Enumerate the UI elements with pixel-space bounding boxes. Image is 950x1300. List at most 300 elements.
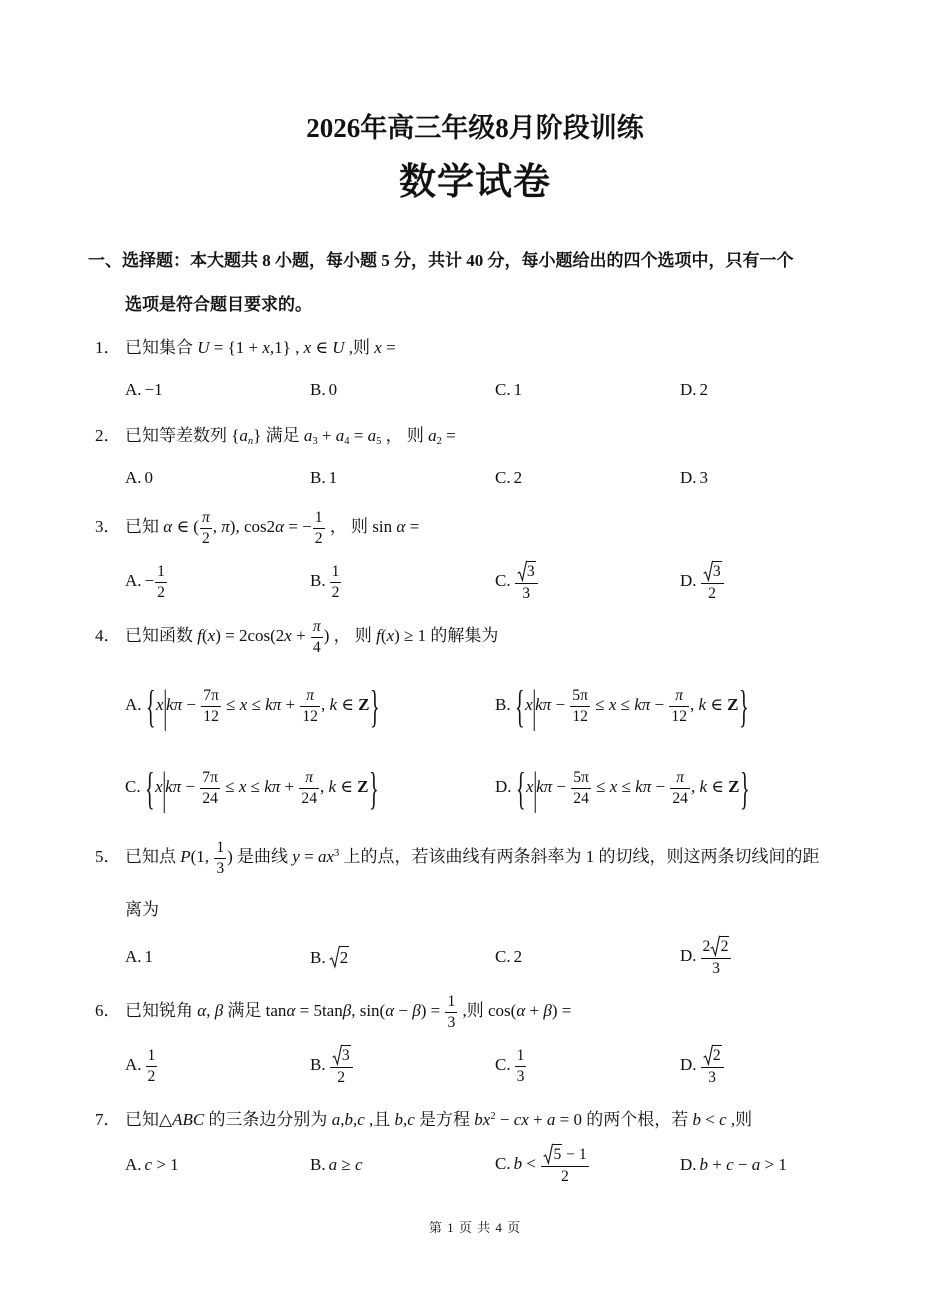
- text-run: ∈: [706, 776, 729, 796]
- math-variable: U: [197, 337, 210, 357]
- text-run: 24: [202, 789, 218, 807]
- radicand: [712, 1045, 721, 1065]
- fraction-numerator: [299, 769, 319, 789]
- math-variable: x: [609, 776, 618, 796]
- text-run: 2: [337, 1068, 346, 1086]
- question-4-stem: [95, 607, 498, 667]
- option-line: [495, 762, 751, 813]
- fraction: [155, 563, 167, 602]
- text-run: 2: [201, 529, 210, 547]
- text-run: 上的点，若该曲线有两条斜率为 1 的切线，则这两条切线间的距: [339, 846, 820, 866]
- question-number: 1．: [95, 337, 121, 357]
- large-delimiter: }: [369, 762, 380, 813]
- text-run: ) ≥ 1 的解集为: [394, 625, 499, 645]
- stem-line: [95, 839, 820, 878]
- math-variable: a: [328, 1155, 338, 1174]
- fraction-denominator: [313, 529, 325, 548]
- question-7-options: [0, 1135, 950, 1195]
- text-run: +: [280, 776, 299, 796]
- fraction-numerator: [330, 1045, 353, 1068]
- text-run: 2: [157, 583, 165, 601]
- text-run: 1: [144, 947, 154, 966]
- option-label: D.: [495, 776, 512, 796]
- math-variable: f: [376, 625, 381, 645]
- math-variable: α: [275, 516, 285, 536]
- option-line: [310, 380, 337, 400]
- option-line: [310, 563, 342, 602]
- text-run: ) = 2cos(2: [215, 625, 285, 645]
- math-variable: a: [239, 425, 248, 445]
- text-run: −: [651, 776, 670, 796]
- stem-content: [125, 838, 820, 877]
- fraction-numerator: [214, 839, 226, 859]
- math-variable: ax: [317, 846, 334, 866]
- text-run: ， 则: [381, 425, 429, 445]
- text-run: 3: [516, 1067, 525, 1085]
- large-delimiter: |: [532, 762, 537, 813]
- option-label: B.: [310, 947, 326, 967]
- fraction: [701, 1045, 724, 1087]
- text-run: 1: [216, 838, 225, 856]
- math-variable: kπ: [165, 776, 182, 796]
- option-content: [700, 563, 725, 602]
- large-delimiter: {: [144, 762, 155, 813]
- option-c: [495, 927, 522, 987]
- math-variable: kπ: [634, 694, 651, 714]
- math-variable: α: [286, 1000, 296, 1020]
- text-run: ≤: [591, 776, 610, 796]
- large-delimiter: {: [514, 680, 525, 731]
- option-content: [145, 1046, 159, 1085]
- text-run: =: [299, 846, 318, 866]
- math-variable: x: [207, 625, 216, 645]
- stem-line: [95, 1105, 752, 1130]
- math-variable: π: [675, 686, 684, 704]
- text-run: 1: [328, 468, 338, 487]
- option-label: A.: [125, 694, 142, 714]
- option-content: [145, 1155, 179, 1174]
- text-run: <: [522, 1153, 541, 1173]
- text-run: = −: [284, 516, 312, 536]
- fraction: [669, 687, 689, 726]
- subscript: 3: [312, 435, 318, 447]
- fraction-numerator: [146, 1047, 158, 1067]
- text-run: 已知函数: [125, 625, 198, 645]
- fraction-denominator: [155, 583, 167, 602]
- option-line: [125, 762, 380, 813]
- text-run: =: [441, 425, 456, 445]
- text-run: ,: [212, 516, 222, 536]
- fraction-denominator: [311, 638, 323, 657]
- math-variable: α: [396, 516, 406, 536]
- option-a: [125, 676, 381, 736]
- radical-sign-icon: [517, 561, 527, 582]
- math-variable: a: [546, 1109, 556, 1129]
- text-run: (1,: [190, 846, 214, 866]
- fraction-numerator: [701, 936, 732, 959]
- fraction-denominator: [200, 529, 212, 548]
- square-root: [332, 1045, 351, 1066]
- large-delimiter: }: [739, 680, 750, 731]
- option-d: [680, 448, 708, 508]
- stem-line: [95, 421, 456, 446]
- text-run: 7π: [202, 768, 218, 786]
- math-variable: a: [428, 425, 437, 445]
- option-c: [495, 448, 522, 508]
- text-run: −: [551, 694, 570, 714]
- math-variable: a: [303, 425, 313, 445]
- text-run: 4: [312, 638, 321, 656]
- fraction-numerator: [669, 687, 689, 707]
- option-content: [514, 563, 539, 602]
- option-content: [329, 468, 338, 487]
- text-run: ,则 cos(: [458, 1000, 517, 1020]
- option-content: [329, 1155, 363, 1174]
- option-line: [310, 468, 337, 488]
- text-run: 已知锐角: [125, 1000, 198, 1020]
- option-label: D.: [680, 1054, 697, 1074]
- exam-title: 2026年高三年级8月阶段训练: [306, 113, 644, 143]
- option-line: [680, 936, 732, 978]
- fraction: [201, 687, 221, 726]
- fraction: [515, 1047, 527, 1086]
- fraction: [571, 769, 591, 808]
- math-variable: π: [312, 617, 321, 635]
- option-line: [680, 468, 708, 488]
- text-run: 1: [516, 1046, 525, 1064]
- option-line: [310, 946, 349, 968]
- option-line: [680, 561, 725, 603]
- text-run: 3: [712, 959, 720, 977]
- math-variable: b: [513, 1153, 523, 1173]
- stem-line: [95, 333, 396, 358]
- option-label: C.: [495, 947, 511, 966]
- option-label: B.: [310, 380, 326, 399]
- text-run: −: [181, 776, 200, 796]
- subject-title: 数学试卷: [399, 162, 551, 203]
- text-run: +: [525, 1000, 544, 1020]
- option-line: [495, 680, 750, 731]
- option-line: [125, 1047, 158, 1086]
- math-variable: a: [751, 1155, 761, 1174]
- math-bold-symbol: Z: [727, 694, 739, 714]
- fraction: [300, 687, 320, 726]
- math-variable: a: [367, 425, 377, 445]
- text-run: 24: [672, 789, 688, 807]
- math-variable: π: [221, 516, 230, 536]
- math-variable: kπ: [264, 776, 281, 796]
- text-run: ， 则 sin: [325, 516, 397, 536]
- math-variable: kπ: [535, 694, 552, 714]
- text-run: ≤: [247, 694, 266, 714]
- page-footer: 第 1 页 共 4 页: [428, 1220, 522, 1235]
- fraction-denominator: [571, 789, 591, 808]
- text-run: 3: [699, 468, 709, 487]
- option-a: [125, 927, 153, 987]
- option-label: D.: [680, 468, 697, 487]
- subscript: 5: [376, 435, 382, 447]
- fraction: [311, 618, 323, 657]
- fraction-denominator: [146, 1067, 158, 1086]
- option-label: C.: [125, 776, 141, 796]
- math-bold-symbol: Z: [357, 776, 369, 796]
- text-run: +: [291, 625, 310, 645]
- stem-content: [125, 617, 499, 656]
- text-run: −: [182, 694, 201, 714]
- fraction-numerator: [311, 618, 323, 638]
- text-run: ) =: [551, 1000, 572, 1020]
- square-root: [703, 561, 722, 582]
- text-run: −: [733, 1155, 752, 1174]
- text-run: 已知△: [125, 1109, 173, 1129]
- fraction-numerator: [515, 1047, 527, 1067]
- radicand: [341, 1045, 350, 1065]
- option-line: [125, 468, 153, 488]
- large-delimiter: }: [370, 680, 380, 731]
- math-variable: α: [163, 516, 173, 536]
- fraction-denominator: [515, 584, 538, 603]
- fraction: [200, 769, 220, 808]
- math-variable: U: [332, 337, 345, 357]
- text-run: 离为: [125, 899, 159, 919]
- fraction-numerator: [200, 769, 220, 789]
- text-run: 2: [339, 947, 349, 967]
- text-run: 5π: [572, 686, 588, 704]
- text-run: 1: [513, 380, 523, 399]
- option-content: [145, 680, 381, 731]
- math-variable: a,b,c: [331, 1109, 365, 1129]
- fraction-numerator: [300, 687, 320, 707]
- option-label: B.: [310, 1054, 326, 1074]
- text-run: =: [381, 337, 396, 357]
- option-content: [145, 468, 154, 487]
- math-variable: k: [328, 776, 337, 796]
- text-run: ≤: [590, 694, 609, 714]
- option-d: [680, 1135, 787, 1195]
- text-run: 3: [216, 859, 225, 877]
- option-c: [495, 552, 539, 612]
- text-run: ,: [690, 694, 699, 714]
- math-variable: β: [412, 1000, 421, 1020]
- math-variable: b,c: [394, 1109, 415, 1129]
- question-3-options: [0, 552, 950, 612]
- text-run: 2: [702, 938, 711, 956]
- math-variable: a: [335, 425, 345, 445]
- radicand: [339, 946, 349, 967]
- option-a: [125, 1135, 179, 1195]
- option-label: A.: [125, 380, 142, 399]
- math-variable: α: [385, 1000, 395, 1020]
- option-label: B.: [495, 694, 511, 714]
- fraction: [541, 1144, 589, 1186]
- text-run: 2: [561, 1167, 569, 1185]
- question-number: 7．: [95, 1109, 121, 1129]
- option-b: [310, 1135, 362, 1195]
- math-variable: x: [284, 625, 292, 645]
- math-variable: y: [292, 846, 300, 866]
- math-variable: x: [374, 337, 382, 357]
- text-run: ≤: [617, 776, 636, 796]
- fraction-numerator: [515, 561, 538, 584]
- option-a: [125, 552, 168, 612]
- square-root: [517, 561, 536, 582]
- option-label: D.: [680, 1155, 697, 1174]
- text-run: 是方程: [414, 1109, 475, 1129]
- text-run: ) 是曲线: [227, 846, 293, 866]
- fraction-numerator: [541, 1144, 589, 1167]
- option-content: [513, 1146, 590, 1185]
- text-run: 12: [302, 707, 318, 725]
- large-delimiter: |: [531, 680, 536, 731]
- fraction: [214, 839, 226, 878]
- option-content: [700, 1047, 725, 1086]
- fraction: [515, 561, 538, 603]
- option-label: C.: [495, 380, 511, 399]
- option-line: [125, 947, 153, 967]
- fraction-denominator: [299, 789, 319, 808]
- text-run: ≤: [220, 776, 239, 796]
- text-run: 已知: [125, 516, 164, 536]
- text-run: 2: [331, 583, 340, 601]
- math-variable: kπ: [265, 694, 282, 714]
- option-content: [514, 947, 523, 966]
- math-variable: x: [526, 776, 534, 796]
- text-run: ≤: [221, 694, 240, 714]
- math-variable: kπ: [166, 694, 183, 714]
- text-run: 3: [447, 1013, 456, 1031]
- option-label: C.: [495, 570, 511, 590]
- radical-sign-icon: [703, 561, 713, 582]
- text-run: 12: [671, 707, 687, 725]
- radical-sign-icon: [332, 1045, 342, 1066]
- text-run: 2: [720, 938, 729, 956]
- fraction-numerator: [701, 561, 724, 584]
- text-run: −1: [144, 380, 163, 399]
- text-run: ≤: [246, 776, 265, 796]
- text-run: 5π: [573, 768, 589, 786]
- option-d: [680, 360, 708, 420]
- option-content: [329, 1047, 354, 1086]
- fraction: [330, 1045, 353, 1087]
- option-line: [125, 563, 168, 602]
- option-content: [514, 380, 523, 399]
- text-run: 已知点: [125, 846, 181, 866]
- text-run: ∈: [336, 694, 359, 714]
- option-line: [125, 1155, 179, 1175]
- fraction-denominator: [701, 584, 724, 603]
- question-5-options: [0, 927, 950, 987]
- option-label: D.: [680, 570, 697, 590]
- option-d: [495, 758, 751, 818]
- text-run: 3: [708, 1068, 716, 1086]
- option-label: D.: [680, 945, 697, 965]
- text-run: 0: [144, 468, 154, 487]
- math-variable: b: [699, 1155, 709, 1174]
- option-line: [125, 380, 163, 400]
- option-line: [680, 1045, 725, 1087]
- math-variable: β: [342, 1000, 352, 1020]
- text-run: > 1: [760, 1155, 787, 1174]
- text-run: 5: [553, 1146, 562, 1164]
- large-delimiter: }: [740, 762, 750, 813]
- fraction: [570, 687, 590, 726]
- text-run: 24: [301, 789, 317, 807]
- text-run: 1: [331, 562, 340, 580]
- section-heading-text: 选项是符合题目要求的。: [125, 294, 312, 314]
- text-run: ) ， 则: [323, 625, 377, 645]
- text-run: ,: [320, 776, 329, 796]
- question-6-stem: [95, 982, 571, 1042]
- text-run: ≤: [616, 694, 635, 714]
- fraction-numerator: [313, 509, 325, 529]
- option-content: [329, 380, 338, 399]
- square-root: [710, 936, 729, 957]
- option-d: [680, 927, 732, 987]
- option-content: [514, 468, 523, 487]
- option-line: [495, 1144, 590, 1186]
- text-run: 7π: [203, 686, 219, 704]
- radicand: [720, 936, 729, 956]
- text-run: <: [700, 1109, 720, 1129]
- math-variable: β: [543, 1000, 552, 1020]
- text-run: 2: [708, 584, 716, 602]
- option-b: [310, 927, 349, 987]
- option-content: [700, 468, 709, 487]
- text-run: ∈: [706, 694, 728, 714]
- math-variable: kπ: [635, 776, 652, 796]
- text-run: ∈: [336, 776, 358, 796]
- math-variable: β: [214, 1000, 224, 1020]
- radical-sign-icon: [329, 946, 340, 968]
- fraction-numerator: [571, 769, 591, 789]
- text-run: − 1: [562, 1146, 587, 1164]
- stem-line: [95, 509, 419, 548]
- math-variable: c: [726, 1155, 734, 1174]
- fraction-numerator: [670, 769, 690, 789]
- text-run: 24: [573, 789, 589, 807]
- fraction: [701, 561, 724, 603]
- fraction-denominator: [701, 1068, 724, 1087]
- text-run: 12: [572, 707, 588, 725]
- math-variable: π: [305, 768, 314, 786]
- text-run: 满足 tan: [223, 1000, 287, 1020]
- question-4-options-row-1: [0, 676, 950, 736]
- text-run: = {1 +: [209, 337, 263, 357]
- fraction-numerator: [445, 993, 457, 1013]
- text-run: > 1: [152, 1155, 179, 1174]
- subscript: 4: [344, 435, 350, 447]
- option-line: [310, 1155, 362, 1175]
- math-variable: π: [676, 768, 685, 786]
- fraction-denominator: [201, 707, 221, 726]
- math-variable: x: [239, 694, 248, 714]
- large-delimiter: {: [145, 680, 156, 731]
- math-variable: π: [306, 686, 315, 704]
- text-run: +: [528, 1109, 547, 1129]
- fraction-denominator: [330, 583, 342, 602]
- option-content: [700, 380, 709, 399]
- square-root: [703, 1045, 722, 1066]
- square-root: [543, 1144, 562, 1165]
- option-c: [495, 360, 522, 420]
- text-run: 2: [699, 380, 709, 399]
- text-run: = 5tan: [295, 1000, 343, 1020]
- text-run: 1: [314, 508, 323, 526]
- option-line: [125, 680, 381, 731]
- text-run: −: [394, 1000, 413, 1020]
- option-label: A.: [125, 570, 142, 590]
- fraction-denominator: [701, 959, 732, 978]
